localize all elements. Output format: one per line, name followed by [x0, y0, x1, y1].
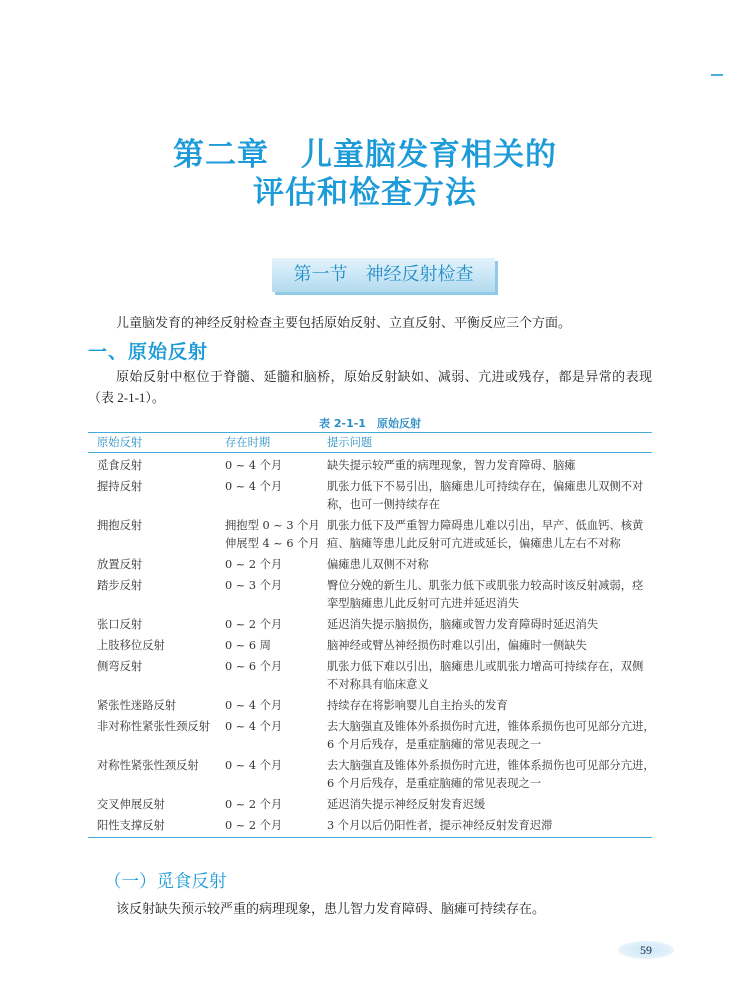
reflex-name: 侧弯反射: [97, 659, 143, 673]
reflex-period: [225, 637, 327, 655]
note-line: 延迟消失提示神经反射发育迟缓: [327, 797, 486, 811]
table-row: [88, 515, 652, 554]
note-line: 肌张力低下及严重智力障碍患儿难以引出，早产、低血钙、核黄: [327, 518, 644, 532]
period-line: 0 ~ 4 个月: [225, 719, 283, 733]
section-title: 第一节 神经反射检查: [293, 264, 474, 285]
period-line: 0 ~ 2 个月: [225, 818, 283, 832]
table-row: [88, 755, 655, 794]
reflex-note: [327, 577, 652, 613]
table-row: [88, 695, 652, 716]
reflex-note: [327, 457, 652, 475]
chapter-title: [0, 136, 730, 212]
table-row: [88, 476, 652, 515]
period-line: 拥抱型 0 ~ 3 个月: [225, 518, 320, 532]
period-line: 0 ~ 2 个月: [225, 617, 283, 631]
reflex-name: 握持反射: [97, 479, 143, 493]
note-line: 延迟消失提示脑损伤，脑瘫或智力发育障碍时延迟消失: [327, 617, 599, 631]
note-line: 肌张力低下难以引出，脑瘫患儿或肌张力增高可持续存在，双侧: [327, 659, 644, 673]
reflex-period: [225, 757, 327, 793]
reflex-note: [327, 478, 652, 514]
period-line: 0 ~ 6 周: [225, 638, 271, 652]
period-line: 0 ~ 4 个月: [225, 458, 283, 472]
header-reflex: 原始反射: [97, 436, 143, 449]
table-row: [88, 656, 652, 695]
reflex-name: 阳性支撑反射: [97, 818, 165, 832]
reflex-name: 非对称性紧张性颈反射: [97, 719, 210, 733]
reflex-note: [327, 718, 655, 754]
reflex-period: [225, 697, 327, 715]
note-line: 疸、脑瘫等患儿此反射可亢进或延长，偏瘫患儿左右不对称: [327, 536, 621, 550]
intro-paragraph: 儿童脑发育的神经反射检查主要包括原始反射、立直反射、平衡反应三个方面。: [116, 315, 572, 330]
corner-dash-mark: [711, 74, 723, 76]
rooting-reflex-heading: （一）觅食反射: [104, 872, 227, 892]
note-line: 臀位分娩的新生儿、肌张力低下或肌张力较高时该反射减弱，痉: [327, 578, 644, 592]
note-line: 3 个月以后仍阳性者，提示神经反射发育迟滞: [327, 818, 553, 832]
reflex-note: [327, 556, 652, 574]
table-row: [88, 716, 655, 755]
table-header-row: [88, 433, 652, 453]
reflex-period: [225, 616, 327, 634]
reflex-note: [327, 658, 652, 694]
primitive-reflex-heading: 一、原始反射: [88, 341, 209, 363]
reflex-period: [225, 817, 327, 835]
reflex-note: [327, 697, 652, 715]
table-row: [88, 614, 652, 635]
note-line: 称，也可一侧持续存在: [327, 497, 440, 511]
reflex-note: [327, 796, 652, 814]
paragraph-line: 原始反射中枢位于脊髓、延髓和脑桥，原始反射缺如、减弱、亢进或残存，都是异常的表现: [116, 369, 652, 384]
reflex-period: [225, 718, 327, 754]
note-line: 不对称具有临床意义: [327, 677, 429, 691]
note-line: 挛型脑瘫患儿此反射可亢进并延迟消失: [327, 596, 520, 610]
reflex-period: [225, 556, 327, 574]
reflex-note: [327, 517, 652, 553]
reflex-note: [327, 817, 652, 835]
reflex-period: [225, 478, 327, 514]
period-line: 0 ~ 2 个月: [225, 557, 283, 571]
note-line: 持续存在将影响婴儿自主抬头的发育: [327, 698, 508, 712]
reflex-name: 觅食反射: [97, 458, 143, 472]
table-body: [88, 453, 655, 837]
page-number-badge: [618, 941, 674, 959]
section-heading-box: [272, 258, 495, 292]
note-line: 6 个月后残存，是重症脑瘫的常见表现之一: [327, 776, 542, 790]
chapter-title-line-1: 第二章 儿童脑发育相关的: [173, 137, 557, 173]
period-line: 0 ~ 3 个月: [225, 578, 283, 592]
note-line: 肌张力低下不易引出，脑瘫患儿可持续存在，偏瘫患儿双侧不对: [327, 479, 644, 493]
reflex-period: [225, 517, 327, 553]
note-line: 去大脑强直及锥体外系损伤时亢进，锥体系损伤也可见部分亢进，: [327, 719, 655, 733]
table-row: [88, 554, 652, 575]
primitive-reflex-paragraph: [88, 366, 652, 408]
note-line: 偏瘫患儿双侧不对称: [327, 557, 429, 571]
table-row: [88, 815, 652, 836]
reflex-period: [225, 577, 327, 613]
note-line: 6 个月后残存，是重症脑瘫的常见表现之一: [327, 737, 542, 751]
reflex-note: [327, 616, 652, 634]
reflex-name: 上肢移位反射: [97, 638, 165, 652]
page-number: 59: [640, 943, 652, 957]
header-period: 存在时期: [225, 436, 271, 449]
period-line: 0 ~ 6 个月: [225, 659, 283, 673]
reflex-name: 对称性紧张性颈反射: [97, 758, 199, 772]
note-line: 去大脑强直及锥体外系损伤时亢进，锥体系损伤也可见部分亢进，: [327, 758, 655, 772]
note-line: 脑神经或臂丛神经损伤时难以引出，偏瘫时一侧缺失: [327, 638, 587, 652]
reflex-name: 紧张性迷路反射: [97, 698, 177, 712]
reflex-period: [225, 658, 327, 694]
reflex-period: [225, 457, 327, 475]
reflex-name: 放置反射: [97, 557, 143, 571]
reflex-note: [327, 637, 652, 655]
period-line: 0 ~ 4 个月: [225, 758, 283, 772]
chapter-title-line-2: 评估和检查方法: [253, 175, 477, 211]
period-line: 0 ~ 4 个月: [225, 479, 283, 493]
reflex-name: 交叉伸展反射: [97, 797, 165, 811]
table-row: [88, 575, 652, 614]
period-line: 伸展型 4 ~ 6 个月: [225, 536, 320, 550]
note-line: 缺失提示较严重的病理现象，智力发育障碍、脑瘫: [327, 458, 576, 472]
reflex-name: 拥抱反射: [97, 518, 143, 532]
table-row: [88, 455, 652, 476]
reflex-period: [225, 796, 327, 814]
table-caption: 表 2-1-1 原始反射: [319, 417, 421, 430]
reflex-note: [327, 757, 655, 793]
rooting-reflex-paragraph: 该反射缺失预示较严重的病理现象，患儿智力发育障碍、脑瘫可持续存在。: [116, 901, 546, 916]
period-line: 0 ~ 4 个月: [225, 698, 283, 712]
period-line: 0 ~ 2 个月: [225, 797, 283, 811]
table-row: [88, 635, 652, 656]
reflex-table: [88, 432, 655, 838]
paragraph-line: （表 2-1-1）。: [88, 390, 165, 405]
table-row: [88, 794, 652, 815]
reflex-name: 踏步反射: [97, 578, 143, 592]
header-note: 提示问题: [327, 436, 373, 449]
reflex-name: 张口反射: [97, 617, 143, 631]
